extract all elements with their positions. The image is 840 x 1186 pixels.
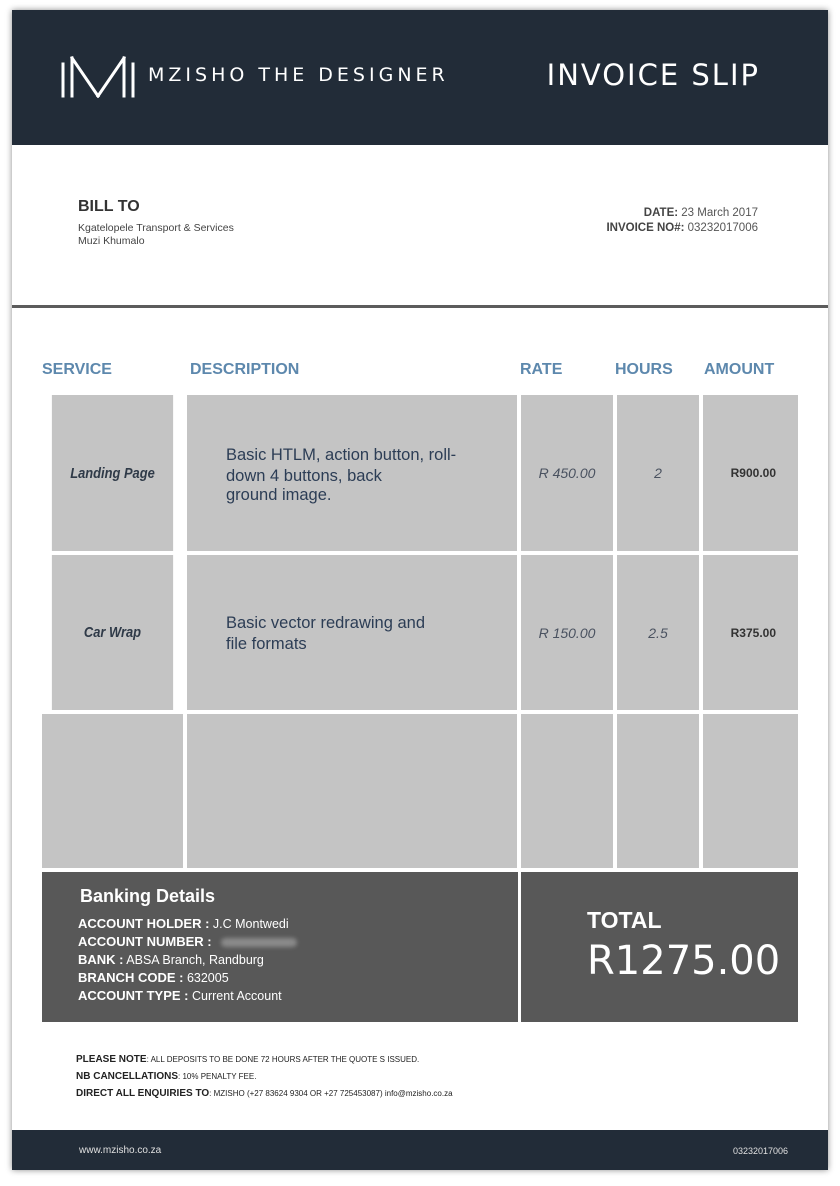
table-row-3-rate — [521, 714, 613, 868]
account-type-label: ACCOUNT TYPE : — [78, 988, 189, 1003]
footer-invoice-number: 03232017006 — [732, 1146, 788, 1156]
mz-logo-icon — [60, 56, 136, 100]
footer-bar — [12, 1132, 828, 1170]
column-header-amount: AMOUNT — [704, 361, 775, 378]
note-enquiries — [76, 1088, 453, 1099]
redacted-account-number — [221, 938, 297, 947]
table-row-3-hours — [617, 714, 699, 868]
column-header-hours: HOURS — [615, 361, 673, 378]
invoice-number-label: INVOICE NO#: — [606, 222, 685, 234]
description-line: down 4 buttons, back — [226, 467, 382, 485]
note-cancellations — [76, 1071, 256, 1082]
account-number-label: ACCOUNT NUMBER : — [78, 934, 212, 949]
description-line: ground image. — [226, 486, 332, 504]
table-row-2-rate: R 150.00 — [521, 555, 613, 710]
column-header-rate: RATE — [520, 361, 563, 378]
column-header-description: DESCRIPTION — [190, 361, 300, 378]
invoice-number-value: 03232017006 — [687, 222, 758, 234]
account-holder — [78, 916, 289, 931]
branch-code — [78, 970, 229, 985]
bank-value: ABSA Branch, Randburg — [126, 953, 264, 967]
table-row-1-rate: R 450.00 — [521, 395, 613, 551]
bill-to-company: Kgatelopele Transport & Services — [78, 222, 234, 234]
table-row-1-hours: 2 — [617, 395, 699, 551]
table-row-2-hours: 2.5 — [617, 555, 699, 710]
table-row-2-description — [187, 555, 517, 710]
table-row-3-service — [42, 714, 183, 868]
column-header-service: SERVICE — [42, 361, 112, 378]
table-row-3-amount — [703, 714, 798, 868]
total-value: R1275.00 — [587, 938, 781, 984]
header-bar — [12, 10, 828, 145]
account-type-value: Current Account — [191, 989, 282, 1003]
table-row-1-description — [187, 395, 517, 551]
branch-code-label: BRANCH CODE : — [78, 970, 184, 985]
brand-name: MZISHO THE DESIGNER — [148, 64, 449, 86]
date-value: 23 March 2017 — [681, 207, 758, 219]
section-divider — [12, 305, 828, 308]
total-label: TOTAL — [587, 907, 662, 933]
note-cancellations-text: : 10% PENALTY FEE. — [178, 1072, 257, 1081]
bill-to-contact: Muzi Khumalo — [78, 235, 145, 247]
description-line: Basic HTLM, action button, roll- — [226, 446, 457, 464]
account-holder-value: J.C Montwedi — [212, 917, 289, 931]
table-row-1-service: Landing Page — [52, 395, 173, 551]
account-number — [78, 934, 297, 949]
date-label: DATE: — [643, 207, 679, 219]
total-panel — [521, 872, 798, 1022]
note-please — [76, 1054, 419, 1065]
table-row-1-amount: R900.00 — [703, 395, 798, 551]
footer-website[interactable]: www.mzisho.co.za — [79, 1145, 162, 1156]
table-row-3-description — [187, 714, 517, 868]
description-line: file formats — [226, 635, 307, 653]
account-type — [78, 988, 282, 1003]
bill-to-heading: BILL TO — [78, 198, 140, 215]
banking-heading: Banking Details — [80, 886, 216, 906]
invoice-date — [644, 207, 758, 219]
note-cancellations-label: NB CANCELLATIONS — [76, 1071, 179, 1082]
account-holder-label: ACCOUNT HOLDER : — [78, 916, 210, 931]
note-enquiries-text: : MZISHO (+27 83624 9304 OR +27 725453087) info@mzisho.co.za — [209, 1089, 453, 1098]
note-please-label: PLEASE NOTE — [76, 1054, 147, 1065]
document-title: INVOICE SLIP — [546, 58, 760, 92]
invoice-number — [606, 222, 758, 234]
table-row-2-service: Car Wrap — [52, 555, 173, 710]
bank-label: BANK : — [78, 952, 124, 967]
banking-details-panel — [42, 872, 518, 1022]
note-enquiries-label: DIRECT ALL ENQUIRIES TO — [76, 1088, 210, 1099]
bank-name — [78, 952, 264, 967]
branch-code-value: 632005 — [186, 971, 229, 985]
description-line: Basic vector redrawing and — [226, 614, 426, 632]
invoice-page — [12, 10, 828, 1170]
note-please-text: : ALL DEPOSITS TO BE DONE 72 HOURS AFTER THE QUOTE S ISSUED. — [146, 1055, 420, 1064]
table-row-2-amount: R375.00 — [703, 555, 798, 710]
